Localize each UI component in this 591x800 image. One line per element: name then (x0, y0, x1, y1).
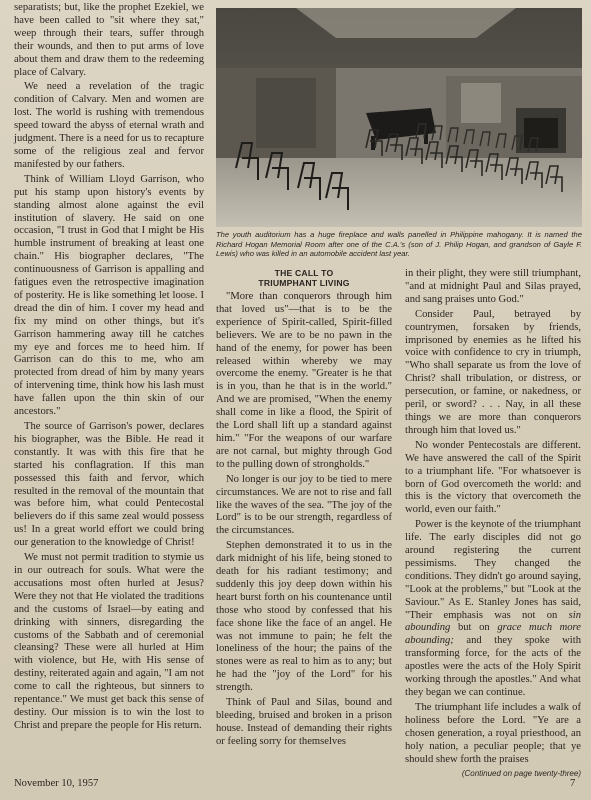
middle-paragraph-4: Think of Paul and Silas, bound and bleeding, bruised and broken in a prison house. Instead of demanding their rights or feeling sorry for themselves (216, 697, 392, 747)
middle-paragraph-2: No longer is our joy to be tied to mere circumstances. We are not to rise and fall like the waves of the sea. "The joy of the Lord" is to be our strength, regardless of the circumstances. (216, 473, 392, 537)
left-paragraph-5: We must not permit tradition to stymie us in our outreach for souls. What were the accusations most often hurled at Jesus? Were they not that He violated the traditions and the customs of Israel—by eating and drinking with sinners, disregarding the customs of the Sabbath and of ceremonial cleansing? These were all hurled at Him with violence, but He, with His sense of destiny, reiterated again and again, "I am not come to call the righteous, but sinners to repentance." We must get back this sense of destiny. Our mission is to win the lost to Christ and prepare the people for His return. (14, 552, 204, 731)
page-number: 7 (570, 778, 576, 789)
right-paragraph-3: No wonder Pentecostals are different. We have answered the call of the Spirit to a triumphant life. "For whatsoever is born of God overcometh the world: and this is the victory that overcometh the world, even our faith." (405, 439, 581, 516)
section-heading (216, 268, 392, 288)
right-paragraph-5: The triumphant life includes a walk of holiness before the Lord. "Ye are a chosen generation, a royal priesthood, an holy nation, a peculiar people; that ye should shew forth the praises (405, 701, 581, 765)
section-heading-line-2: TRIUMPHANT LIVING (258, 278, 350, 288)
left-paragraph-2: We need a revelation of the tragic condition of Calvary. Men and women are lost. The world is rushing with tremendous speed toward the abyss of eternal wrath and judgment. There is a need for us to recapture some of the religious zeal and fervor manifested by our fathers. (14, 81, 204, 170)
right-paragraph-4-part-b: but on (450, 622, 498, 634)
left-paragraph-1: separatists; but, like the prophet Ezekiel, we have been called to "sit where they sat," weep through their tears, suffer through their wounds, and then to put arms of love about them and draw them to the redeeming place of Calvary. (14, 2, 204, 78)
middle-paragraph-1: "More than conquerors through him that loved us"—that is to be the experience of Spirit-called, Spirit-filled believers. We are to be no pawn in the hand of the enemy, for power has been released within whereby we may overcome the enemy. "Greater is he that is in you, than he that is in the world." And we are promised, "When the enemy shall come in like a flood, the Spirit of the Lord shall lift up a standard against him." "For the weapons of our warfare are not carnal, but mighty through God to the pulling down of strongholds." (216, 291, 392, 470)
auditorium-photo-illustration (216, 8, 582, 227)
left-paragraph-3: Think of William Lloyd Garrison, who put his stamp upon history's events by standing almost alone against the evil institution of slavery. He said on one occasion, "I trust in God that I might be His humble instrument of breaking at least one chain." His biographer declares, "The continuousness of Garrison is appalling and fatigues even the retrospective imagination of posterity. He is like something let loose. I dread the din of him. I cover my head and fix my mind on other things, but it's Garrison hammering away till he catches my eye and forces me to heed him. If Garrison can do this to me, who am protected from dread of him by many years of intervening time, think how his lash must have fallen upon the thin skin of our ancestors." (14, 173, 204, 418)
right-paragraph-1: in their plight, they were still triumphant, "and at midnight Paul and Silas prayed, and sang praises unto God." (405, 268, 581, 305)
left-column (14, 2, 204, 735)
left-paragraph-4: The source of Garrison's power, declares his biographer, was the Bible. He read it constantly. It was with this fire that he started his conflagration. If this man possessed this faith and fervor, which resulted in the removal of the mountain that was before him, what could Pentecostal believers do if this same zeal would possess us! In a great world effort we could bring our generation to the knowledge of Christ! (14, 421, 204, 549)
middle-column (216, 268, 392, 751)
middle-paragraph-3: Stephen demonstrated it to us in the dark midnight of his life, being stoned to death for his radiant testimony; and suddenly this joy deep down within his heart burst forth on his countenance until those who stood by confessed that his face shone like the face of an angel. He was not immune to pain; he felt the loneliness of the hour; the pains of the stones were as real to him as to any; but he had the "joy of the Lord" for his strength. (216, 540, 392, 694)
right-column (405, 268, 581, 781)
continuation-note: (Continued on page twenty-three) (461, 769, 581, 779)
right-paragraph-4-emphasis-1: sin abounding (405, 609, 581, 634)
right-paragraph-4-emphasis-2: grace much more abounding; (405, 622, 581, 647)
right-paragraph-4 (405, 519, 581, 700)
right-paragraph-4-part-c: and they spoke with transforming force, for the acts of the apostles were the acts of the Holy Spirit working through the apostles." And what they began we can continue. (405, 635, 581, 698)
issue-date: November 10, 1957 (14, 778, 99, 789)
section-heading-line-1: THE CALL TO (274, 268, 334, 278)
photo-caption: The youth auditorium has a huge fireplace and walls panelled in Philippine mahogany. It is named the Richard Hogan Memorial Room after one of the C.A.'s (son of J. Philip Hogan, and grandson of Gayle F. Lewis) who was killed in an automobile accident last year. (216, 230, 582, 258)
auditorium-photo (216, 8, 582, 227)
right-paragraph-4-part-a: Power is the keynote of the triumphant life. The early disciples did not go around registering the current pessimisms. They changed the conditions. They didn't go around saying, "Look at the problems," but "Look at the Saviour." As E. Stanley Jones has said, "Their emphasis was not on (405, 519, 581, 621)
right-paragraph-2: Consider Paul, betrayed by countrymen, forsaken by friends, imprisoned by enemies as he lifted his voice with confidence to cry in triumph, "Who shall separate us from the love of Christ? shall tribulation, or distress, or persecution, or famine, or nakedness, or peril, or sword? . . . Nay, in all these things we are more than conquerors through him that loved us." (405, 308, 581, 436)
